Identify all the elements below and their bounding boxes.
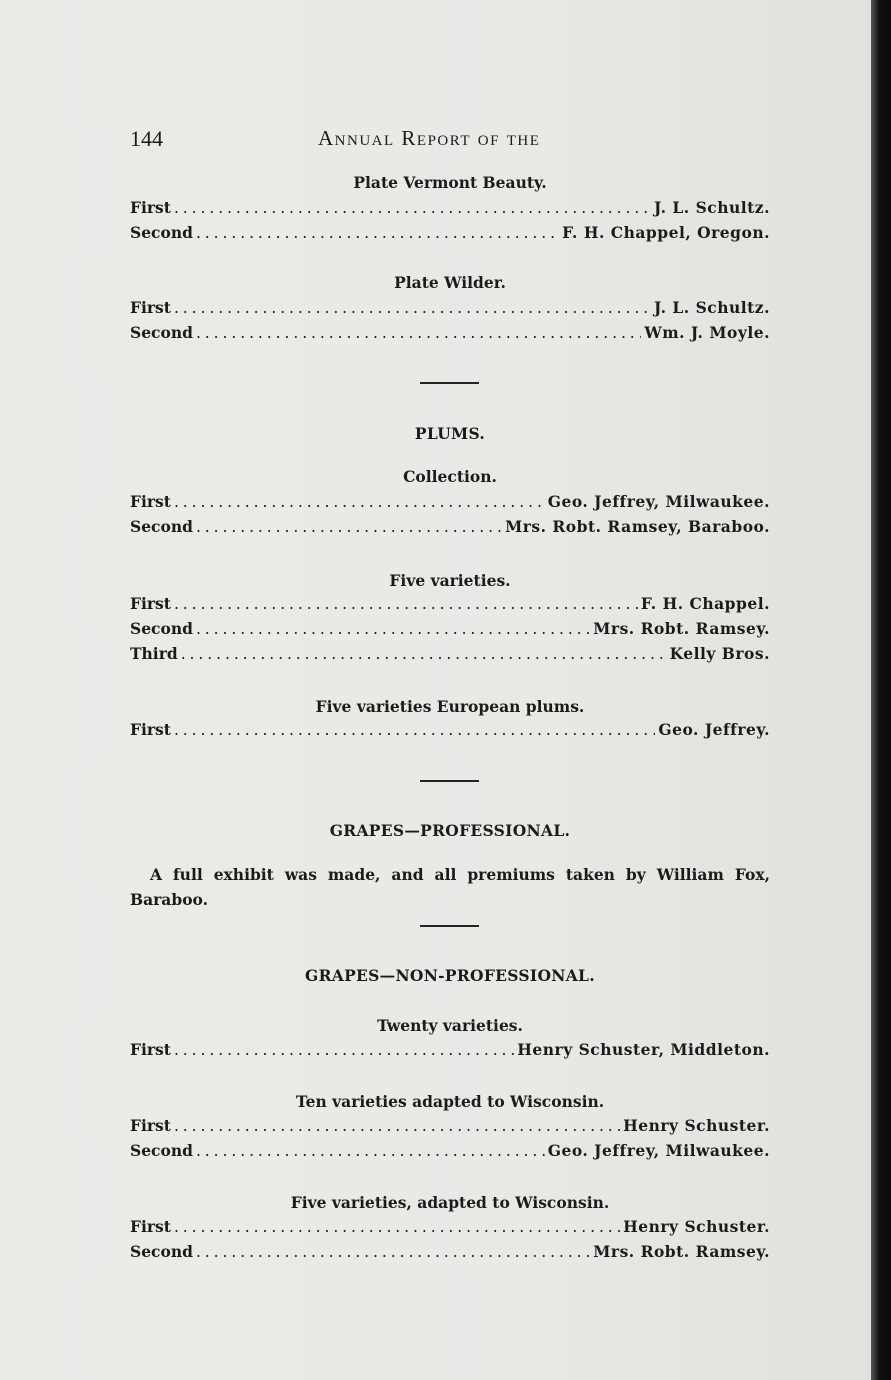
- award-place: First: [130, 1116, 171, 1135]
- award-place: First: [130, 492, 171, 511]
- section-rule: [420, 925, 479, 927]
- leader-dots: [174, 721, 655, 739]
- award-place: First: [130, 1217, 171, 1236]
- award-place: First: [130, 720, 171, 739]
- award-place: Second: [130, 223, 193, 242]
- award-winner: Geo. Jeffrey, Milwaukee.: [547, 1141, 770, 1160]
- leader-dots: [174, 299, 651, 317]
- leader-dots: [196, 620, 590, 638]
- award-winner: Mrs. Robt. Ramsey.: [593, 619, 770, 638]
- leader-dots: [174, 1218, 620, 1236]
- leader-dots: [196, 1243, 590, 1261]
- award-place: First: [130, 1040, 171, 1059]
- leader-dots: [196, 324, 641, 342]
- running-title: Annual Report of the: [318, 126, 541, 150]
- award-line: [130, 1040, 770, 1062]
- award-winner: Henry Schuster.: [623, 1217, 770, 1236]
- award-line: [130, 223, 770, 245]
- leader-dots: [181, 645, 667, 663]
- section-heading: PLUMS.: [414, 424, 486, 443]
- award-place: Second: [130, 1242, 193, 1261]
- award-winner: Wm. J. Moyle.: [644, 323, 770, 342]
- award-winner: Kelly Bros.: [669, 644, 770, 663]
- award-winner: Mrs. Robt. Ramsey.: [593, 1242, 770, 1261]
- award-line: [130, 1141, 770, 1163]
- subsection-title: Five varieties.: [389, 571, 511, 590]
- leader-dots: [174, 595, 638, 613]
- award-place: Second: [130, 1141, 193, 1160]
- award-winner: J. L. Schultz.: [653, 198, 770, 217]
- award-place: Second: [130, 619, 193, 638]
- leader-dots: [174, 199, 651, 217]
- award-line: [130, 720, 770, 742]
- award-line: [130, 1217, 770, 1239]
- leader-dots: [174, 1117, 620, 1135]
- section-rule: [420, 382, 479, 384]
- leader-dots: [196, 518, 502, 536]
- award-winner: F. H. Chappel.: [640, 594, 770, 613]
- subsection-title: Five varieties European plums.: [315, 697, 585, 716]
- subsection-title: Ten varieties adapted to Wisconsin.: [295, 1092, 605, 1111]
- subsection-title: Five varieties, adapted to Wisconsin.: [290, 1193, 610, 1212]
- award-winner: Henry Schuster, Middleton.: [517, 1040, 770, 1059]
- award-place: First: [130, 298, 171, 317]
- award-line: [130, 1242, 770, 1264]
- subsection-title: Plate Vermont Beauty.: [353, 173, 547, 192]
- award-winner: Geo. Jeffrey.: [658, 720, 770, 739]
- award-line: [130, 198, 770, 220]
- section-rule: [420, 780, 479, 782]
- award-winner: J. L. Schultz.: [653, 298, 770, 317]
- award-line: [130, 517, 770, 539]
- award-place: Third: [130, 644, 178, 663]
- award-line: [130, 619, 770, 641]
- award-line: [130, 644, 770, 666]
- award-place: First: [130, 198, 171, 217]
- leader-dots: [196, 1142, 545, 1160]
- section-heading: GRAPES—PROFESSIONAL.: [329, 821, 571, 840]
- award-line: [130, 594, 770, 616]
- award-winner: Mrs. Robt. Ramsey, Baraboo.: [505, 517, 770, 536]
- page-header: [130, 126, 770, 154]
- subsection-title: Twenty varieties.: [377, 1016, 523, 1035]
- leader-dots: [174, 493, 545, 511]
- subsection-title: Collection.: [403, 467, 497, 486]
- award-place: Second: [130, 517, 193, 536]
- subsection-title: Plate Wilder.: [394, 273, 506, 292]
- award-line: [130, 1116, 770, 1138]
- leader-dots: [196, 224, 559, 242]
- award-place: First: [130, 594, 171, 613]
- award-winner: Henry Schuster.: [623, 1116, 770, 1135]
- award-line: [130, 298, 770, 320]
- award-winner: F. H. Chappel, Oregon.: [562, 223, 770, 242]
- leader-dots: [174, 1041, 514, 1059]
- section-paragraph: A full exhibit was made, and all premiums taken by William Fox, Baraboo.: [130, 865, 770, 909]
- award-line: [130, 323, 770, 345]
- award-place: Second: [130, 323, 193, 342]
- section-heading: GRAPES—NON-PROFESSIONAL.: [305, 966, 595, 985]
- page-number: 144: [130, 126, 163, 151]
- award-winner: Geo. Jeffrey, Milwaukee.: [547, 492, 770, 511]
- page-edge-shadow: [871, 0, 891, 1380]
- award-line: [130, 492, 770, 514]
